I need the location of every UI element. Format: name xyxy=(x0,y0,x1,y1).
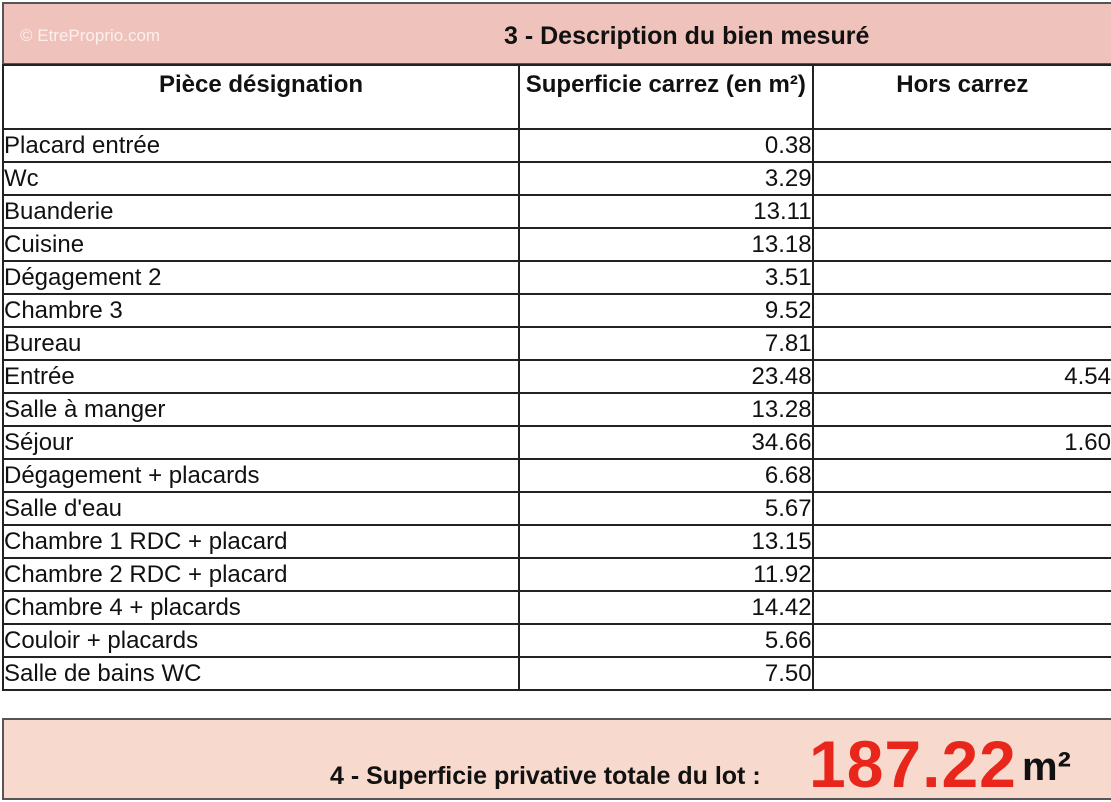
table-row xyxy=(3,558,1111,591)
carrez-area-cell: 23.48 xyxy=(519,360,813,393)
column-header-hors-carrez: Hors carrez xyxy=(813,65,1111,129)
hors-carrez-area-cell xyxy=(813,393,1111,426)
carrez-area-cell: 34.66 xyxy=(519,426,813,459)
carrez-area-cell: 0.38 xyxy=(519,129,813,162)
room-name-cell: Placard entrée xyxy=(3,129,519,162)
total-unit: m² xyxy=(1022,745,1071,789)
total-surface-box xyxy=(2,718,1111,800)
carrez-area-cell: 14.42 xyxy=(519,591,813,624)
carrez-area-cell: 13.28 xyxy=(519,393,813,426)
room-name-cell: Entrée xyxy=(3,360,519,393)
table-row xyxy=(3,228,1111,261)
total-label: 4 - Superficie privative totale du lot : xyxy=(330,762,761,790)
total-value: 187.22 xyxy=(809,727,1017,801)
room-name-cell: Chambre 1 RDC + placard xyxy=(3,525,519,558)
room-name-cell: Dégagement + placards xyxy=(3,459,519,492)
hors-carrez-area-cell xyxy=(813,558,1111,591)
hors-carrez-area-cell: 1.60 xyxy=(813,426,1111,459)
carrez-area-cell: 7.50 xyxy=(519,657,813,690)
table-body xyxy=(3,129,1111,690)
hors-carrez-area-cell: 4.54 xyxy=(813,360,1111,393)
table-row xyxy=(3,393,1111,426)
room-name-cell: Salle d'eau xyxy=(3,492,519,525)
carrez-area-cell: 5.67 xyxy=(519,492,813,525)
hors-carrez-area-cell xyxy=(813,624,1111,657)
hors-carrez-area-cell xyxy=(813,129,1111,162)
carrez-area-cell: 3.29 xyxy=(519,162,813,195)
table-row xyxy=(3,129,1111,162)
room-name-cell: Cuisine xyxy=(3,228,519,261)
room-name-cell: Buanderie xyxy=(3,195,519,228)
hors-carrez-area-cell xyxy=(813,261,1111,294)
hors-carrez-area-cell xyxy=(813,162,1111,195)
hors-carrez-area-cell xyxy=(813,327,1111,360)
table-row xyxy=(3,525,1111,558)
table-row xyxy=(3,360,1111,393)
hors-carrez-area-cell xyxy=(813,459,1111,492)
room-name-cell: Chambre 4 + placards xyxy=(3,591,519,624)
table-row xyxy=(3,591,1111,624)
room-name-cell: Wc xyxy=(3,162,519,195)
carrez-area-cell: 13.11 xyxy=(519,195,813,228)
table-row xyxy=(3,327,1111,360)
column-header-designation: Pièce désignation xyxy=(3,65,519,129)
carrez-area-cell: 9.52 xyxy=(519,294,813,327)
table-row xyxy=(3,657,1111,690)
carrez-area-cell: 5.66 xyxy=(519,624,813,657)
carrez-area-cell: 3.51 xyxy=(519,261,813,294)
table-row xyxy=(3,624,1111,657)
hors-carrez-area-cell xyxy=(813,591,1111,624)
carrez-area-cell: 6.68 xyxy=(519,459,813,492)
section-3-header xyxy=(2,2,1111,65)
room-name-cell: Chambre 2 RDC + placard xyxy=(3,558,519,591)
table-row xyxy=(3,459,1111,492)
room-name-cell: Séjour xyxy=(3,426,519,459)
room-name-cell: Chambre 3 xyxy=(3,294,519,327)
room-name-cell: Couloir + placards xyxy=(3,624,519,657)
room-name-cell: Dégagement 2 xyxy=(3,261,519,294)
section-title: 3 - Description du bien mesuré xyxy=(504,22,870,50)
carrez-area-cell: 7.81 xyxy=(519,327,813,360)
watermark: © EtreProprio.com xyxy=(20,26,161,45)
table-row xyxy=(3,294,1111,327)
hors-carrez-area-cell xyxy=(813,492,1111,525)
room-name-cell: Salle à manger xyxy=(3,393,519,426)
room-name-cell: Bureau xyxy=(3,327,519,360)
table-row xyxy=(3,162,1111,195)
table-row xyxy=(3,492,1111,525)
carrez-area-cell: 13.18 xyxy=(519,228,813,261)
room-name-cell: Salle de bains WC xyxy=(3,657,519,690)
hors-carrez-area-cell xyxy=(813,294,1111,327)
hors-carrez-area-cell xyxy=(813,657,1111,690)
column-header-carrez: Superficie carrez (en m²) xyxy=(519,65,813,129)
table-row xyxy=(3,426,1111,459)
hors-carrez-area-cell xyxy=(813,525,1111,558)
rooms-table xyxy=(2,64,1111,691)
hors-carrez-area-cell xyxy=(813,228,1111,261)
hors-carrez-area-cell xyxy=(813,195,1111,228)
table-row xyxy=(3,195,1111,228)
table-row xyxy=(3,261,1111,294)
table-header-row xyxy=(3,65,1111,129)
carrez-area-cell: 13.15 xyxy=(519,525,813,558)
carrez-area-cell: 11.92 xyxy=(519,558,813,591)
